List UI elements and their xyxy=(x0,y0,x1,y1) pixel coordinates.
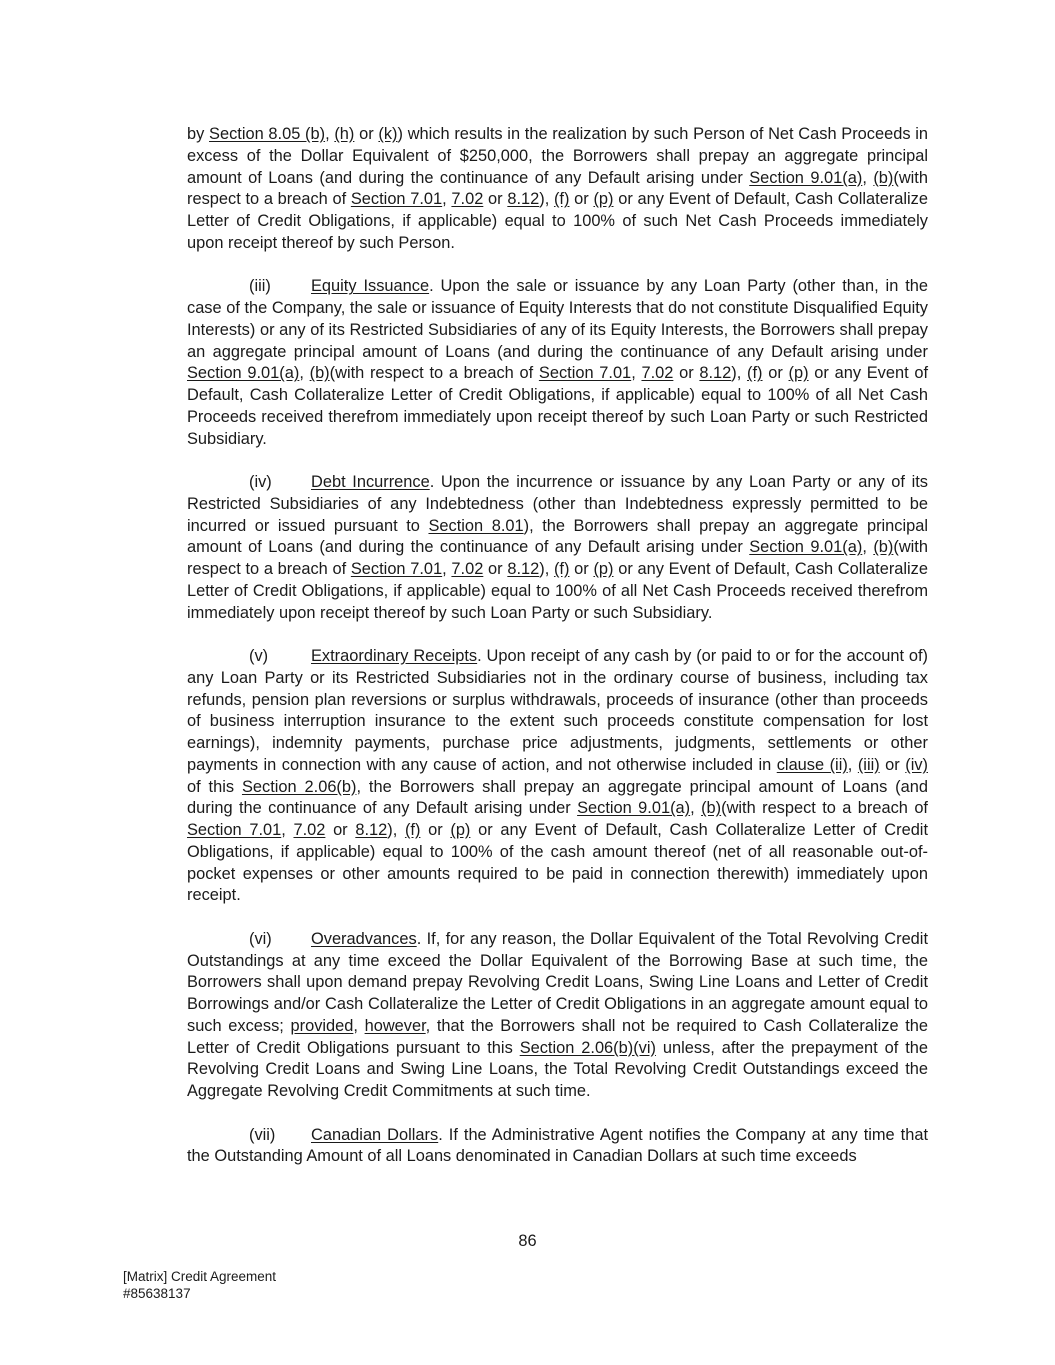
paragraph-vi xyxy=(187,929,928,1103)
text-segment: , xyxy=(690,799,702,818)
cross-reference: Section 7.01 xyxy=(350,190,443,209)
text-segment: or xyxy=(569,560,594,578)
text-segment: or any Event of Default, Cash Collateralize Letter of Credit Obligations, if applicable) equal to 100% of all Net Cash Proceeds received therefrom immediately upon receipt thereof by such Loan Party or such Subsidiary. xyxy=(187,560,928,622)
text-segment: , xyxy=(862,538,874,557)
cross-reference: (b) xyxy=(873,168,894,187)
text-segment: or xyxy=(483,560,508,578)
cross-reference: (f) xyxy=(553,560,570,578)
cross-reference: Section 8.05 (b) xyxy=(209,125,326,143)
footer-doc-id: #85638137 xyxy=(123,1286,191,1301)
cross-reference: (p) xyxy=(788,364,809,383)
cross-reference: Section 8.01 xyxy=(428,516,524,535)
text-segment: ), xyxy=(731,364,748,383)
cross-reference: (f) xyxy=(747,364,763,383)
clause-heading: Overadvances xyxy=(311,929,417,948)
clause-heading: Debt Incurrence xyxy=(311,473,430,491)
text-segment: or any Event of Default, Cash Collateralize Letter of Credit Obligations, if applicable) equal to 100% of all Net Cash Proceeds received therefrom immediately upon receipt thereof by such Loan Party or such Restricted Subsidiary. xyxy=(187,364,929,448)
cross-reference: clause (ii) xyxy=(776,755,848,774)
cross-reference: (iii) xyxy=(857,755,880,774)
cross-reference: Section 9.01(a) xyxy=(749,168,863,187)
text-segment: or xyxy=(354,125,379,143)
paragraph-v xyxy=(187,646,928,907)
clause-number: (iv) xyxy=(249,473,272,491)
text-segment: (with respect to a breach of xyxy=(187,168,928,209)
cross-reference: (p) xyxy=(593,190,614,209)
clause-heading: Equity Issuance xyxy=(311,277,430,296)
cross-reference: (p) xyxy=(450,821,471,839)
cross-reference: 7.02 xyxy=(451,560,484,578)
text-segment: , the Borrowers shall prepay an aggregate principal amount of Loans (and during the continuance of any Default arising under xyxy=(187,777,928,818)
document-footer xyxy=(123,1268,276,1302)
text-segment: or xyxy=(420,821,451,839)
cross-reference: 8.12 xyxy=(507,190,540,209)
paragraph-iii xyxy=(187,276,928,450)
cross-reference: (p) xyxy=(593,560,614,578)
text-segment: , xyxy=(631,364,642,383)
text-segment: . If the Administrative Agent notifies the Company at any time that the Outstanding Amount of all Loans denominated in Canadian Dollars at such time exceeds xyxy=(187,1125,929,1166)
text-segment: , xyxy=(299,364,310,383)
text-segment: . Upon receipt of any cash by (or paid to or for the account of) any Loan Party or its Restricted Subsidiaries not in the ordinary course of business, including tax refunds, pension plan reversions or surplus withdrawals, proceeds of insurance (other than proceeds of business interruption insurance to the extent such proceeds constitute compensation for lost earnings), indemnity payments, purchase price adjustments, judgments, settlements or other payments in connection with any cause of action, and not otherwise included in xyxy=(187,647,929,774)
cross-reference: 8.12 xyxy=(507,560,540,578)
cross-reference: Section 2.06(b)(vi) xyxy=(519,1038,656,1057)
cross-reference: (h) xyxy=(334,125,355,143)
cross-reference: Section 7.01 xyxy=(350,560,443,578)
cross-reference: (b) xyxy=(309,364,330,383)
clause-heading: Extraordinary Receipts xyxy=(311,647,478,665)
text-segment: or xyxy=(879,755,906,774)
document-body xyxy=(187,124,928,1190)
text-segment: or xyxy=(569,190,594,209)
cross-reference: 8.12 xyxy=(355,821,388,839)
page-number: 86 xyxy=(518,1232,537,1250)
text-segment: or xyxy=(325,821,356,839)
cross-reference: 8.12 xyxy=(699,364,732,383)
text-segment: , xyxy=(325,125,335,143)
text-segment: , xyxy=(442,190,452,209)
cross-reference: 7.02 xyxy=(451,190,484,209)
cross-reference: Section 7.01 xyxy=(538,364,632,383)
text-segment: , xyxy=(847,755,858,774)
clause-heading: Canadian Dollars xyxy=(311,1125,439,1144)
text-segment: . If, for any reason, the Dollar Equivalent of the Total Revolving Credit Outstandings at any time exceed the Dollar Equivalent of the Borrowing Base at such time, the Borrowers shall upon demand prepay Revolving Credit Loans, Swing Line Loans and Letter of Credit Borrowings and/or Cash Collateralize the Letter of Credit Obligations in an aggregate amount equal to such excess; xyxy=(187,929,928,1035)
cross-reference: (f) xyxy=(404,821,421,839)
cross-reference: Section 7.01 xyxy=(187,821,282,839)
text-segment: , xyxy=(442,560,452,578)
cross-reference: (f) xyxy=(553,190,570,209)
text-segment: ) which results in the realization by such Person of Net Cash Proceeds in excess of the Dollar Equivalent of $250,000, the Borrowers shall prepay an aggregate principal amount of Loans (and during the continuance of any Default arising under xyxy=(187,125,929,187)
text-segment: of this xyxy=(187,777,242,796)
text-segment: by xyxy=(187,125,210,143)
cross-reference: (b) xyxy=(701,799,722,818)
text-segment: . Upon the incurrence or issuance by any Loan Party or any of its Restricted Subsidiaries of any Indebtedness (other than Indebtedness expressly permitted to be incurred or issued pursuant to xyxy=(187,473,928,535)
clause-number: (vi) xyxy=(249,929,272,948)
text-segment: unless, after the prepayment of the Revolving Credit Loans and Swing Line Loans, the Total Revolving Credit Outstandings exceed the Aggregate Revolving Credit Commitments at such time. xyxy=(187,1038,928,1100)
text-segment: ), the Borrowers shall prepay an aggregate principal amount of Loans (and during the continuance of any Default arising under xyxy=(187,516,928,557)
text-segment: (with respect to a breach of xyxy=(721,799,928,818)
cross-reference: provided xyxy=(290,1016,354,1035)
text-segment: or any Event of Default, Cash Collateralize Letter of Credit Obligations, if applicable) equal to 100% of the cash amount thereof (net of all reasonable out-of-pocket expenses or other amounts required to be paid in connection therewith) immediately upon receipt. xyxy=(187,821,929,905)
cross-reference: Section 9.01(a) xyxy=(749,538,863,557)
text-segment: ), xyxy=(539,560,554,578)
footer-title: [Matrix] Credit Agreement xyxy=(123,1269,277,1284)
cross-reference: (iv) xyxy=(905,755,928,774)
text-segment: or xyxy=(483,190,508,209)
text-segment: , xyxy=(862,168,874,187)
clause-number: (v) xyxy=(249,647,269,665)
clause-number: (iii) xyxy=(249,277,271,296)
text-segment: , xyxy=(353,1016,365,1035)
paragraph-vii xyxy=(187,1125,928,1169)
cross-reference: 7.02 xyxy=(293,821,326,839)
text-segment: or any Event of Default, Cash Collateralize Letter of Credit Obligations, if applicable) equal to 100% of such Net Cash Proceeds immediately upon receipt thereof by such Person. xyxy=(187,190,928,252)
cross-reference: Section 2.06(b) xyxy=(241,777,357,796)
paragraph-cont xyxy=(187,124,928,255)
text-segment: . Upon the sale or issuance by any Loan Party (other than, in the case of the Company, the sale or issuance of Equity Interests that do not constitute Disqualified Equity Interests) or any of its Restricted Subsidiaries of any of its Equity Interests, the Borrowers shall prepay an aggregate principal amount of Loans (and during the continuance of any Default arising under xyxy=(187,277,929,361)
text-segment: or xyxy=(673,364,700,383)
paragraph-iv xyxy=(187,472,928,624)
clause-number: (vii) xyxy=(249,1125,276,1144)
text-segment: ), xyxy=(387,821,405,839)
cross-reference: Section 9.01(a) xyxy=(187,364,300,383)
text-segment: (with respect to a breach of xyxy=(187,538,928,578)
text-segment: ), xyxy=(539,190,554,209)
text-segment: or xyxy=(762,364,789,383)
text-segment: , that the Borrowers shall not be required to Cash Collateralize the Letter of Credit Obligations pursuant to this xyxy=(187,1016,928,1057)
text-segment: (with respect to a breach of xyxy=(329,364,539,383)
text-segment: , xyxy=(281,821,294,839)
cross-reference: (b) xyxy=(873,538,894,557)
cross-reference: (k) xyxy=(378,125,398,143)
cross-reference: Section 9.01(a) xyxy=(577,799,691,818)
cross-reference: however xyxy=(364,1016,426,1035)
cross-reference: 7.02 xyxy=(641,364,674,383)
